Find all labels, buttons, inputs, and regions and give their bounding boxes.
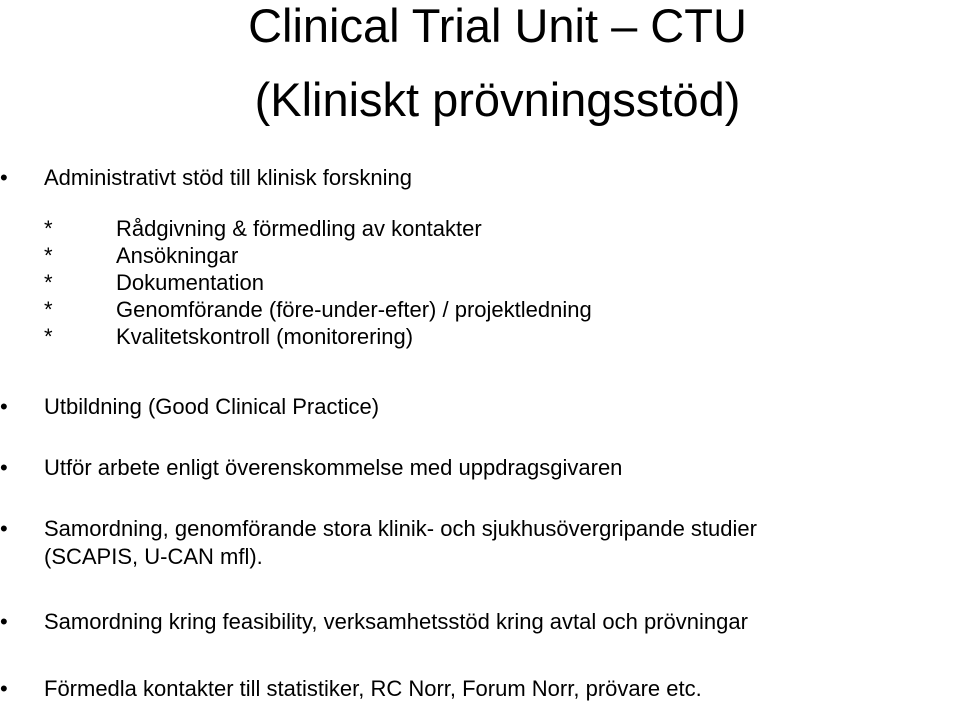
bullet-text: Samordning kring feasibility, verksamhetsstöd kring avtal och prövningar [44,609,748,634]
sub-item-text: Genomförande (före-under-efter) / projektledning [116,297,592,322]
asterisk-icon: * [44,324,53,349]
bullet-icon: • [0,676,8,701]
asterisk-icon: * [44,297,53,322]
bullet-text: Samordning, genomförande stora klinik- och sjukhusövergripande studier [44,516,757,541]
bullet-text: Utbildning (Good Clinical Practice) [44,394,380,419]
bullet-continuation-text: (SCAPIS, U-CAN mfl). [44,544,263,569]
bullet-icon: • [0,394,8,419]
bullet-text: Administrativt stöd till klinisk forskning [44,165,413,190]
bullet-text: Utför arbete enligt överenskommelse med uppdragsgivaren [44,455,623,480]
bullet-icon: • [0,516,8,541]
sub-item-text: Dokumentation [116,270,264,295]
bullet-text: Förmedla kontakter till statistiker, RC Norr, Forum Norr, prövare etc. [44,676,702,701]
bullet-icon: • [0,455,8,480]
sub-item-text: Kvalitetskontroll (monitorering) [116,324,414,349]
asterisk-icon: * [44,216,53,241]
page-title: Clinical Trial Unit – CTU [248,0,747,52]
bullet-icon: • [0,609,8,634]
sub-item-text: Ansökningar [116,243,239,268]
asterisk-icon: * [44,243,53,268]
page-subtitle: (Kliniskt prövningsstöd) [254,73,741,126]
asterisk-icon: * [44,270,53,295]
sub-item-text: Rådgivning & förmedling av kontakter [116,216,482,241]
bullet-icon: • [0,165,8,190]
